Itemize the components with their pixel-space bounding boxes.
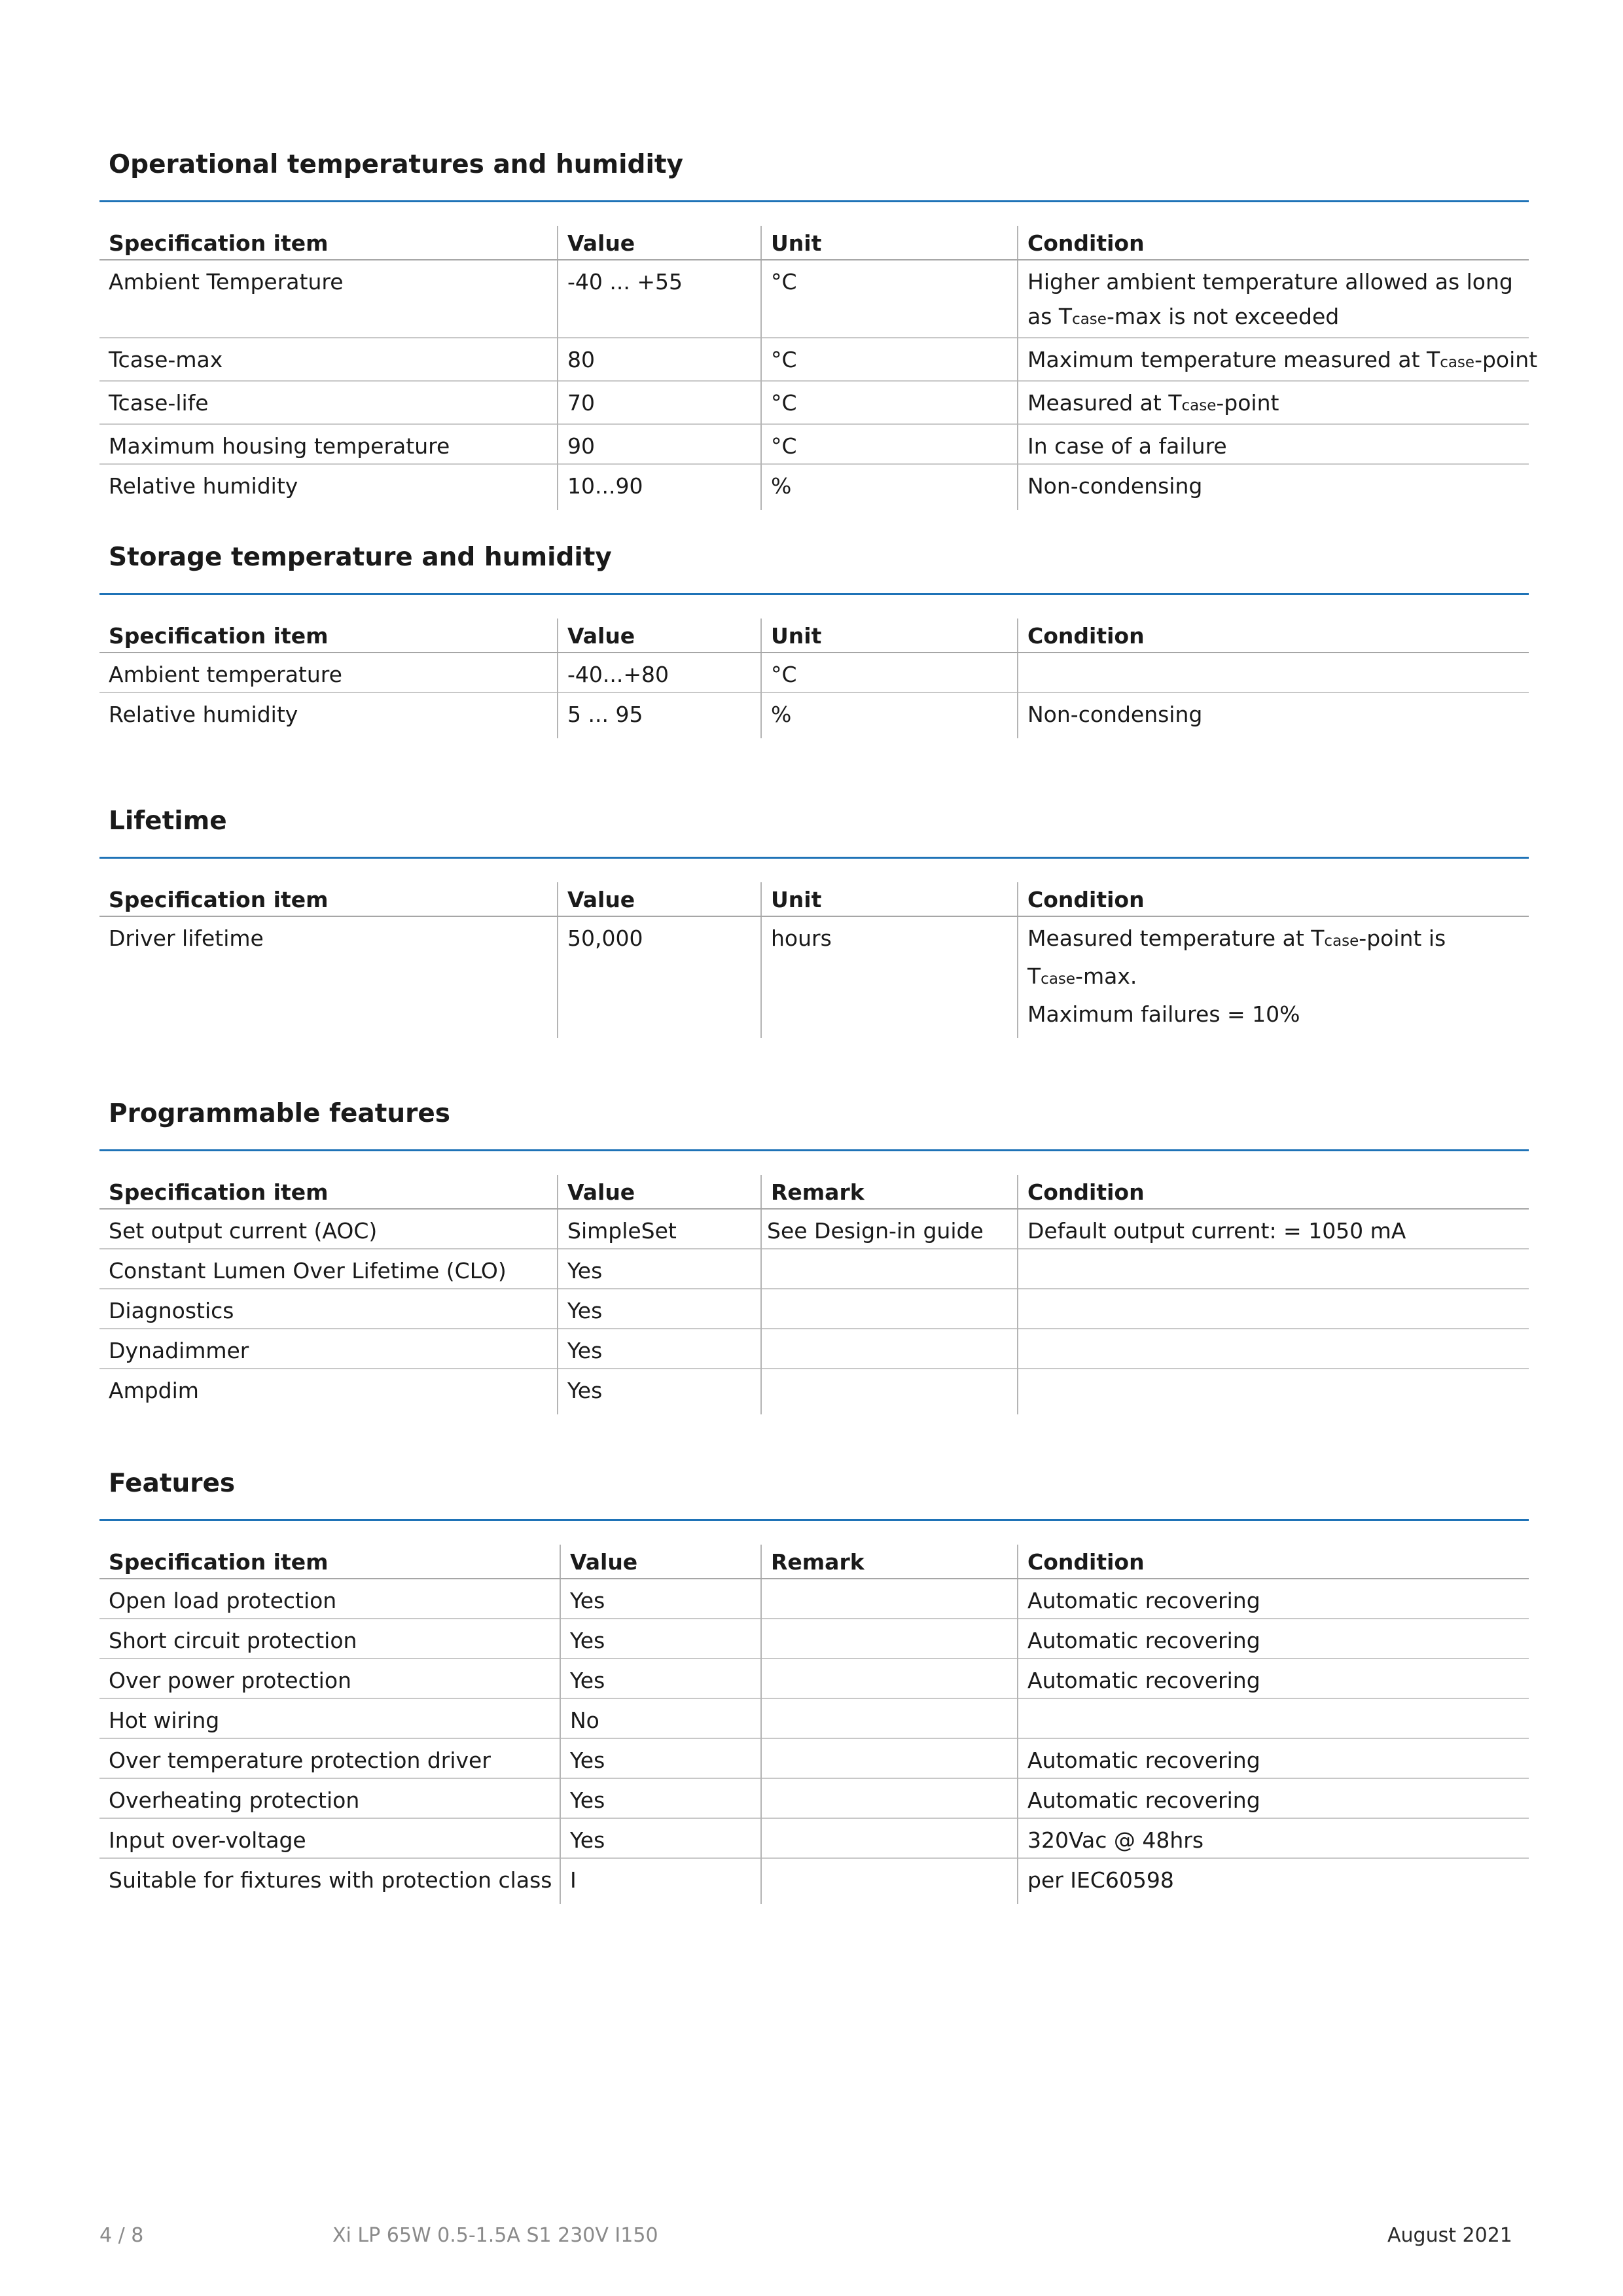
cell-value: SimpleSet — [558, 1209, 761, 1249]
cell-unit: % — [761, 464, 1018, 510]
text-part: Measured at T — [1027, 390, 1182, 416]
cell-condition: Automatic recovering — [1018, 1738, 1529, 1778]
cell-value: 10...90 — [558, 464, 761, 510]
header-condition: Condition — [1018, 1175, 1529, 1209]
table-row — [99, 1249, 1529, 1289]
cell-item: Set output current (AOC) — [109, 1218, 378, 1244]
cell-condition — [1018, 1329, 1529, 1369]
cell-item: Diagnostics — [99, 1289, 558, 1329]
cell-remark — [761, 1249, 1018, 1289]
cell-remark — [761, 1698, 1018, 1738]
cell-value: -40...+80 — [558, 653, 761, 692]
cell-item: Over temperature protection driver — [99, 1738, 560, 1778]
cell-item: Ampdim — [99, 1369, 558, 1414]
text-part: -max is not exceeded — [1106, 304, 1340, 329]
text-part: -point — [1216, 390, 1279, 416]
section-rule — [99, 593, 1529, 595]
header-unit: Unit — [761, 226, 1018, 260]
table-header-row — [99, 1175, 1529, 1209]
cell-condition — [1018, 381, 1529, 424]
section-rule — [99, 200, 1529, 202]
spec-table — [99, 226, 1538, 510]
cell-remark — [761, 1579, 1018, 1619]
section-title: Operational temperatures and humidity — [109, 150, 683, 179]
cell-unit: °C — [761, 653, 1018, 692]
table-row — [99, 1209, 1529, 1249]
section-features — [99, 1471, 1529, 1904]
spec-table — [99, 619, 1529, 738]
cell-condition: Automatic recovering — [1018, 1659, 1529, 1698]
cell-value: Yes — [560, 1579, 761, 1619]
section-title: Features — [109, 1469, 236, 1498]
cell-condition: Automatic recovering — [1018, 1619, 1529, 1659]
table-row — [99, 1698, 1529, 1738]
table-row — [99, 916, 1529, 1038]
section-lifetime — [99, 808, 1529, 1038]
cell-remark — [761, 1778, 1018, 1818]
document-date: August 2021 — [1387, 2224, 1512, 2247]
cell-unit: °C — [761, 424, 1018, 464]
cell-unit: °C — [761, 338, 1018, 381]
table-header-row — [99, 619, 1529, 653]
text-part: T — [1027, 963, 1041, 989]
cell-item: Tcase-life — [99, 381, 558, 424]
cell-condition — [1018, 1698, 1529, 1738]
cell-item: Hot wiring — [99, 1698, 560, 1738]
cell-value: Yes — [560, 1659, 761, 1698]
table-row — [99, 338, 1529, 381]
section-storage — [99, 545, 1529, 738]
text-part: Maximum temperature measured at T — [1027, 347, 1440, 372]
cell-condition — [1018, 338, 1538, 381]
header-unit: Unit — [761, 619, 1018, 653]
cell-value: 50,000 — [558, 916, 761, 1038]
product-name: Xi LP 65W 0.5-1.5A S1 230V I150 — [332, 2224, 658, 2247]
subscript: case — [1072, 311, 1107, 328]
cell-value: 90 — [558, 424, 761, 464]
condition-line — [1027, 959, 1520, 997]
table-row — [99, 1858, 1529, 1904]
header-item: Specification item — [99, 1545, 560, 1579]
header-item: Specification item — [99, 1175, 558, 1209]
cell-condition: Default output current: = 1050 mA — [1018, 1209, 1529, 1249]
cell-item: Ambient Temperature — [109, 269, 344, 295]
spec-table — [99, 882, 1529, 1038]
table-row — [99, 1369, 1529, 1414]
cell-condition — [1018, 260, 1529, 338]
cell-unit: hours — [761, 916, 1018, 1038]
cell-remark — [761, 1329, 1018, 1369]
cell-value: -40 ... +55 — [558, 260, 761, 338]
section-rule — [99, 857, 1529, 859]
cell-value: 70 — [558, 381, 761, 424]
table-row — [99, 1778, 1529, 1818]
cell-value: Yes — [560, 1619, 761, 1659]
cell-item: Relative humidity — [99, 464, 558, 510]
table-row — [99, 424, 1529, 464]
spec-table — [99, 1545, 1529, 1904]
header-value: Value — [558, 226, 761, 260]
table-row — [99, 653, 1529, 692]
spec-table — [99, 1175, 1529, 1414]
cell-value: Yes — [558, 1289, 761, 1329]
table-row — [99, 1619, 1529, 1659]
cell-remark: See Design-in guide — [761, 1209, 1018, 1249]
cell-condition — [1018, 916, 1529, 1038]
cell-remark — [761, 1659, 1018, 1698]
header-condition: Condition — [1018, 619, 1529, 653]
cell-remark — [761, 1289, 1018, 1329]
cell-item: Tcase-max — [99, 338, 558, 381]
cell-item: Relative humidity — [99, 692, 558, 738]
subscript: case — [1041, 971, 1076, 988]
header-value: Value — [560, 1545, 761, 1579]
cell-condition — [1018, 1249, 1529, 1289]
subscript: case — [1440, 354, 1475, 371]
table-row — [99, 381, 1529, 424]
cell-item: Constant Lumen Over Lifetime (CLO) — [99, 1249, 558, 1289]
cell-remark — [761, 1858, 1018, 1904]
header-value: Value — [558, 882, 761, 916]
cell-item: Open load protection — [109, 1588, 337, 1613]
cell-value: Yes — [558, 1369, 761, 1414]
cell-value: Yes — [558, 1329, 761, 1369]
section-title: Storage temperature and humidity — [109, 543, 612, 572]
section-rule — [99, 1149, 1529, 1151]
header-value: Value — [558, 1175, 761, 1209]
table-row — [99, 1738, 1529, 1778]
condition-line — [1027, 921, 1520, 959]
cell-item: Ambient temperature — [109, 662, 342, 687]
table-header-row — [99, 226, 1529, 260]
cell-condition: Non-condensing — [1018, 692, 1529, 738]
cell-condition: In case of a failure — [1018, 424, 1529, 464]
cell-value: Yes — [558, 1249, 761, 1289]
table-row — [99, 1659, 1529, 1698]
header-condition: Condition — [1018, 226, 1529, 260]
table-row — [99, 1289, 1529, 1329]
header-condition: Condition — [1018, 882, 1529, 916]
cell-item: Dynadimmer — [99, 1329, 558, 1369]
cell-item: Over power protection — [99, 1659, 560, 1698]
text-part: -max. — [1075, 963, 1137, 989]
text-part: -point is — [1359, 925, 1446, 951]
cell-condition — [1018, 1369, 1529, 1414]
condition-line — [1027, 299, 1520, 337]
header-remark: Remark — [761, 1545, 1018, 1579]
cell-unit: % — [761, 692, 1018, 738]
cell-unit: °C — [761, 381, 1018, 424]
cell-remark — [761, 1738, 1018, 1778]
table-row — [99, 1818, 1529, 1858]
table-header-row — [99, 1545, 1529, 1579]
cell-item: Suitable for fixtures with protection class — [99, 1858, 560, 1904]
cell-value: Yes — [560, 1738, 761, 1778]
cell-remark — [761, 1818, 1018, 1858]
header-value: Value — [558, 619, 761, 653]
header-item: Specification item — [99, 882, 558, 916]
table-header-row — [99, 882, 1529, 916]
subscript: case — [1324, 933, 1359, 950]
text-part: Measured temperature at T — [1027, 925, 1325, 951]
cell-condition — [1018, 653, 1529, 692]
table-row — [99, 1579, 1529, 1619]
header-item: Specification item — [99, 619, 558, 653]
cell-condition: per IEC60598 — [1018, 1858, 1529, 1904]
text-part: -point — [1474, 347, 1538, 372]
cell-condition: 320Vac @ 48hrs — [1018, 1818, 1529, 1858]
cell-condition: Automatic recovering — [1018, 1579, 1529, 1619]
condition-line: Higher ambient temperature allowed as long — [1027, 269, 1513, 295]
cell-value: 5 ... 95 — [558, 692, 761, 738]
text-part: as T — [1027, 304, 1073, 329]
cell-value: Yes — [560, 1818, 761, 1858]
cell-value: No — [560, 1698, 761, 1738]
cell-value: Yes — [560, 1778, 761, 1818]
table-row — [99, 1329, 1529, 1369]
cell-item: Input over-voltage — [99, 1818, 560, 1858]
section-rule — [99, 1519, 1529, 1521]
cell-value: 80 — [558, 338, 761, 381]
page-number: 4 / 8 — [99, 2224, 144, 2247]
cell-condition: Automatic recovering — [1018, 1778, 1529, 1818]
cell-remark — [761, 1619, 1018, 1659]
section-programmable — [99, 1101, 1529, 1414]
cell-item: Overheating protection — [99, 1778, 560, 1818]
cell-item: Maximum housing temperature — [99, 424, 558, 464]
table-row — [99, 692, 1529, 738]
cell-unit: °C — [761, 260, 1018, 338]
header-item: Specification item — [99, 226, 558, 260]
header-remark: Remark — [761, 1175, 1018, 1209]
section-title: Lifetime — [109, 806, 227, 836]
cell-condition: Non-condensing — [1018, 464, 1529, 510]
condition-line: Maximum failures = 10% — [1027, 1001, 1300, 1027]
table-row — [99, 464, 1529, 510]
cell-condition — [1018, 1289, 1529, 1329]
cell-remark — [761, 1369, 1018, 1414]
cell-item: Short circuit protection — [99, 1619, 560, 1659]
cell-value: I — [560, 1858, 761, 1904]
header-unit: Unit — [761, 882, 1018, 916]
table-row — [99, 260, 1529, 338]
subscript: case — [1181, 397, 1217, 414]
header-condition: Condition — [1018, 1545, 1529, 1579]
section-operational — [99, 150, 1538, 510]
cell-item: Driver lifetime — [109, 925, 264, 951]
section-title: Programmable features — [109, 1099, 451, 1128]
